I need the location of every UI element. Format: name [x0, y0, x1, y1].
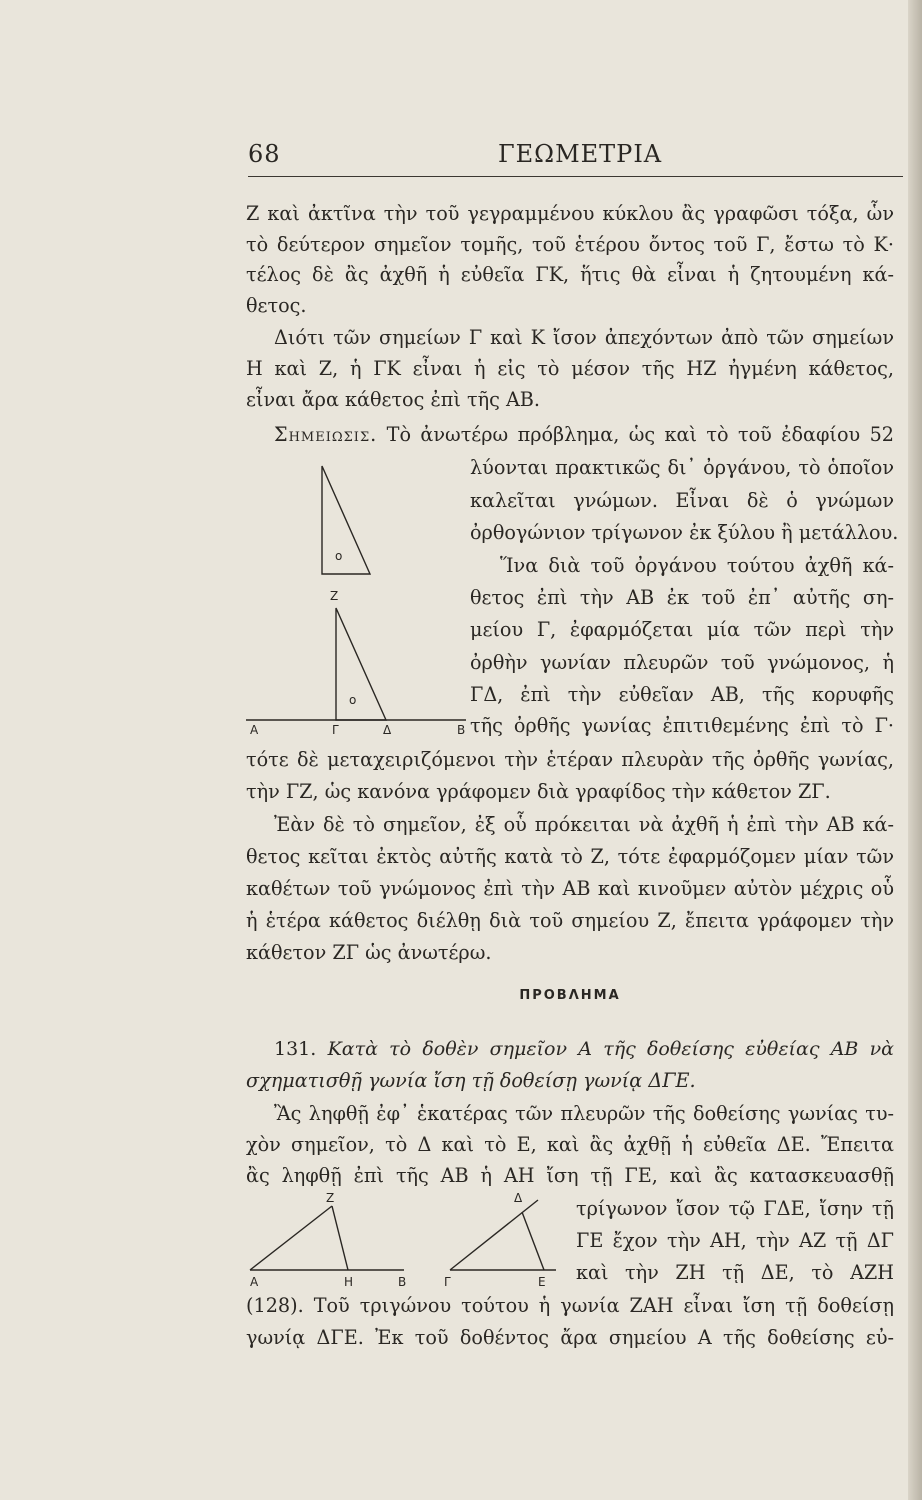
- text-line: θετος.: [246, 294, 307, 317]
- text-line: θετος ἐπὶ τὴν ΑΒ ἐκ τοῦ ἐπ᾽ αὐτῆς ση-: [470, 586, 894, 609]
- note-first-line: [246, 420, 894, 450]
- text-line: τέλος δὲ ἂς ἀχθῆ ἡ εὐθεῖα ΓΚ, ἥτις θὰ εἶναι ἡ ζητουμένη κά-: [246, 263, 894, 286]
- page-number: 68: [248, 140, 281, 168]
- text-line: ἂς ληφθῇ ἐπὶ τῆς ΑΒ ἡ ΑΗ ἴση τῇ ΓΕ, καὶ ἂς κατασκευασθῇ: [246, 1164, 894, 1187]
- fig1-label-z: Ζ: [330, 589, 339, 603]
- fig2-line-de: [522, 1212, 544, 1270]
- text-line: ὀρθογώνιον τρίγωνον ἐκ ξύλου ἢ μετάλλου.: [470, 521, 899, 544]
- problem-heading: ΠΡΟΒΛΗΜΑ: [519, 988, 621, 1003]
- fig2-line-az: [250, 1206, 332, 1270]
- problem-number: 131.: [274, 1038, 317, 1060]
- fig2-label-e: Ε: [538, 1275, 546, 1289]
- angle-construction-figure: [244, 1190, 564, 1290]
- text-line: τὴν ΓΖ, ὡς κανόνα γράφομεν διὰ γραφίδος τὴν κάθετον ΖΓ.: [246, 780, 831, 803]
- text-line: τῆς ὀρθῆς γωνίας ἐπιτιθεμένης ἐπὶ τὸ Γ·: [470, 714, 894, 737]
- page-header: [248, 140, 893, 180]
- fig2-label-a: Α: [250, 1275, 259, 1289]
- text-line: λύονται πρακτικῶς δι᾽ ὀργάνου, τὸ ὁποῖον: [470, 456, 894, 479]
- gnomon-upper-triangle: [322, 466, 370, 574]
- text-line: ΓΕ ἔχον τὴν ΑΗ, τὴν ΑΖ τῇ ΔΓ: [576, 1229, 894, 1252]
- text-line: (128). Τοῦ τριγώνου τούτου ἡ γωνία ΖΑΗ εἶναι ἴση τῇ δοθείσῃ: [246, 1294, 894, 1317]
- problem-statement-1: Κατὰ τὸ δοθὲν σημεῖον Α τῆς δοθείσης εὐθείας ΑΒ νὰ: [327, 1038, 895, 1060]
- text-line: Διότι τῶν σημείων Γ καὶ Κ ἴσον ἀπεχόντων ἀπὸ τῶν σημείων: [274, 326, 894, 349]
- fig2-label-g: Γ: [444, 1275, 451, 1289]
- text-line: ὀρθὴν γωνίαν πλευρῶν τοῦ γνώμονος, ἡ: [470, 651, 894, 674]
- fig2-label-h: Η: [344, 1275, 354, 1289]
- text-line: ἡ ἑτέρα κάθετος διέλθῃ διὰ τοῦ σημείου Ζ, ἔπειτα γράφομεν τὴν: [246, 909, 894, 932]
- fig1-label-b: Β: [457, 723, 466, 737]
- problem-statement-line-1: [246, 1034, 894, 1064]
- running-title: ΓΕΩΜΕΤΡΙΑ: [498, 140, 663, 168]
- fig2-label-d: Δ: [514, 1191, 523, 1205]
- fig2-label-b: Β: [398, 1275, 407, 1289]
- fig1-label-o-bottom: o: [349, 693, 357, 707]
- problem-statement-line-2: σχηματισθῇ γωνία ἴση τῇ δοθείσῃ γωνίᾳ ΔΓΕ.: [246, 1069, 696, 1092]
- text-line: γωνίᾳ ΔΓΕ. Ἐκ τοῦ δοθέντος ἄρα σημείου Α τῆς δοθείσης εὐ-: [246, 1326, 894, 1349]
- text-line: θετος κεῖται ἐκτὸς αὐτῆς κατὰ τὸ Ζ, τότε ἐφαρμόζομεν μίαν τῶν: [246, 845, 894, 868]
- text-line: Ἂς ληφθῇ ἐφ᾽ ἑκατέρας τῶν πλευρῶν τῆς δοθείσης γωνίας τυ-: [274, 1102, 894, 1125]
- text-line: καθέτων τοῦ γνώμονος ἐπὶ τὴν ΑΒ καὶ κινοῦμεν αὐτὸν μέχρις οὗ: [246, 877, 894, 900]
- text-line: Η καὶ Ζ, ἡ ΓΚ εἶναι ἡ εἰς τὸ μέσον τῆς ΗΖ ἠγμένη κάθετος,: [246, 357, 894, 380]
- header-rule: [248, 176, 903, 177]
- text-line: μείου Γ, ἐφαρμόζεται μία τῶν περὶ τὴν: [470, 618, 894, 641]
- text-line: εἶναι ἄρα κάθετος ἐπὶ τῆς ΑΒ.: [246, 388, 540, 411]
- text-line: Ζ καὶ ἀκτῖνα τὴν τοῦ γεγραμμένου κύκλου ἂς γραφῶσι τόξα, ὧν: [246, 202, 894, 225]
- note-text: Τὸ ἀνωτέρω πρόβλημα, ὡς καὶ τὸ τοῦ ἐδαφίου 52: [386, 423, 894, 446]
- text-line: Ἵνα διὰ τοῦ ὀργάνου τούτου ἀχθῆ κά-: [500, 554, 894, 577]
- fig2-line-zh: [332, 1206, 348, 1270]
- fig1-label-a: Α: [250, 723, 259, 737]
- fig1-label-g: Γ: [332, 723, 339, 737]
- text-line: καὶ τὴν ΖΗ τῇ ΔΕ, τὸ ΑΖΗ: [576, 1261, 894, 1284]
- fig1-label-o-top: o: [335, 549, 343, 563]
- text-line: τότε δὲ μεταχειριζόμενοι τὴν ἑτέραν πλευρὰν τῆς ὀρθῆς γωνίας,: [246, 748, 894, 771]
- gnomon-lower-triangle: [336, 608, 386, 720]
- note-label: Σημειωσις.: [274, 423, 378, 446]
- text-line: ΓΔ, ἐπὶ τὴν εὐθεῖαν ΑΒ, τῆς κορυφῆς: [470, 683, 894, 706]
- text-line: Ἐὰν δὲ τὸ σημεῖον, ἐξ οὗ πρόκειται νὰ ἀχθῆ ἡ ἐπὶ τὴν ΑΒ κά-: [274, 813, 894, 836]
- text-line: καλεῖται γνώμων. Εἶναι δὲ ὁ γνώμων: [470, 489, 894, 512]
- fig1-label-d: Δ: [383, 723, 392, 737]
- text-line: κάθετον ΖΓ ὡς ἀνωτέρω.: [246, 941, 492, 964]
- fig2-label-z: Ζ: [326, 1191, 335, 1205]
- gnomon-figure: [244, 452, 484, 742]
- text-line: τὸ δεύτερον σημεῖον τομῆς, τοῦ ἑτέρου ὄντος τοῦ Γ, ἔστω τὸ Κ·: [246, 233, 894, 256]
- text-line: χὸν σημεῖον, τὸ Δ καὶ τὸ Ε, καὶ ἂς ἀχθῇ ἡ εὐθεῖα ΔΕ. Ἔπειτα: [246, 1133, 894, 1156]
- page-edge-shadow: [908, 0, 922, 1500]
- text-line: τρίγωνον ἴσον τῷ ΓΔΕ, ἴσην τῇ: [576, 1197, 894, 1220]
- fig2-line-gd: [450, 1200, 538, 1270]
